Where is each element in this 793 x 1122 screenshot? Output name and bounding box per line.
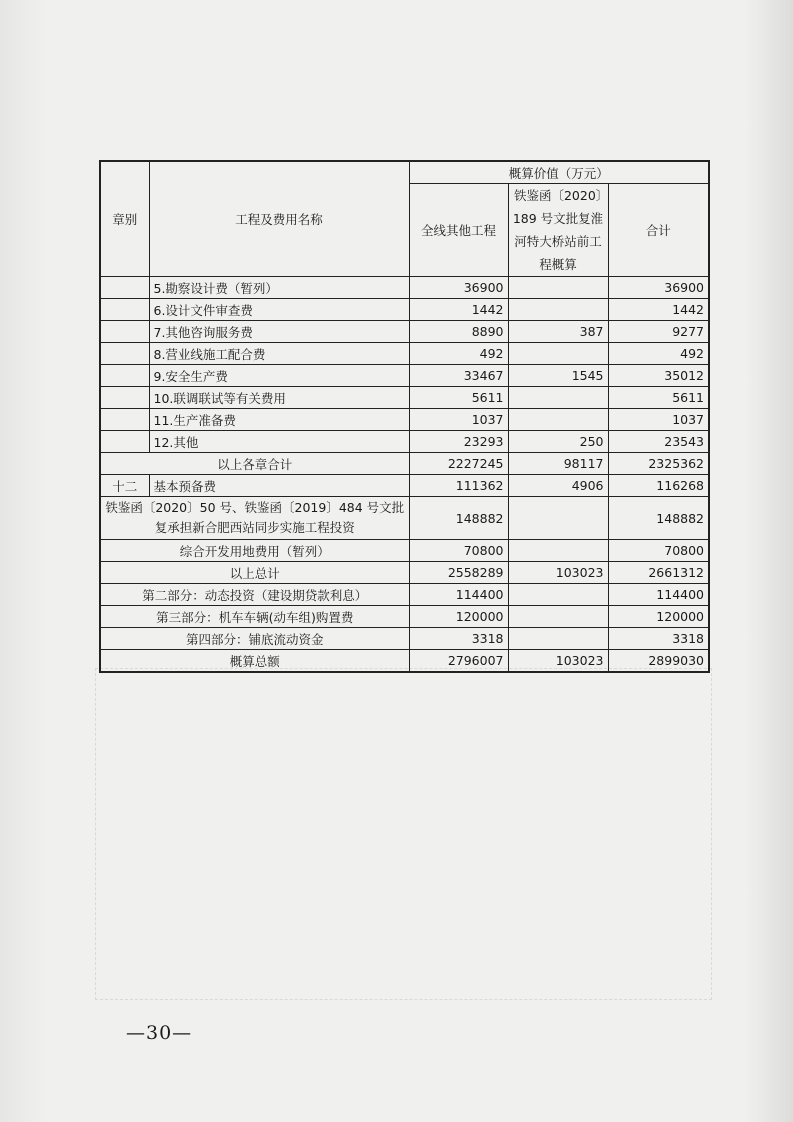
table-row — [100, 409, 709, 431]
row-value-other: 1037 — [409, 409, 508, 431]
row-value-huaihe — [508, 299, 608, 321]
table-row — [100, 365, 709, 387]
row-chapter — [100, 431, 149, 453]
header-col-huaihe: 铁鉴函〔2020〕189 号文批复淮河特大桥站前工程概算 — [508, 184, 608, 277]
grand-total-label: 概算总额 — [100, 650, 409, 673]
row-name: 8.营业线施工配合费 — [149, 343, 409, 365]
part3-label: 第三部分：机车车辆(动车组)购置费 — [100, 606, 409, 628]
header-value-group: 概算价值（万元） — [409, 161, 709, 184]
row-value-other: 36900 — [409, 277, 508, 299]
table-row — [100, 431, 709, 453]
grand-total-huaihe: 103023 — [508, 650, 608, 673]
land-label: 综合开发用地费用（暂列） — [100, 540, 409, 562]
row-value-total: 492 — [608, 343, 709, 365]
grand-total-total: 2899030 — [608, 650, 709, 673]
subtotal-chapters-total: 2325362 — [608, 453, 709, 475]
table-row — [100, 321, 709, 343]
land-total: 70800 — [608, 540, 709, 562]
total-label: 以上总计 — [100, 562, 409, 584]
hefei-huaihe — [508, 497, 608, 540]
row-value-huaihe — [508, 387, 608, 409]
reserve-total: 116268 — [608, 475, 709, 497]
row-chapter — [100, 409, 149, 431]
part2-huaihe — [508, 584, 608, 606]
row-value-total: 1037 — [608, 409, 709, 431]
row-value-other: 492 — [409, 343, 508, 365]
total-other: 2558289 — [409, 562, 508, 584]
row-chapter — [100, 387, 149, 409]
header-col-total: 合计 — [608, 184, 709, 277]
row-name: 9.安全生产费 — [149, 365, 409, 387]
row-value-other: 5611 — [409, 387, 508, 409]
row-chapter — [100, 299, 149, 321]
row-value-total: 9277 — [608, 321, 709, 343]
row-value-other: 8890 — [409, 321, 508, 343]
header-col-other: 全线其他工程 — [409, 184, 508, 277]
reserve-chapter: 十二 — [100, 475, 149, 497]
reserve-row — [100, 475, 709, 497]
subtotal-chapters-row — [100, 453, 709, 475]
reserve-name: 基本预备费 — [149, 475, 409, 497]
row-chapter — [100, 343, 149, 365]
page-number: —30— — [126, 1022, 193, 1044]
row-value-huaihe — [508, 409, 608, 431]
row-value-total: 1442 — [608, 299, 709, 321]
row-name: 5.勘察设计费（暂列） — [149, 277, 409, 299]
row-value-total: 23543 — [608, 431, 709, 453]
hefei-label: 铁鉴函〔2020〕50 号、铁鉴函〔2019〕484 号文批复承担新合肥西站同步实施工程投资 — [100, 497, 409, 540]
table-row — [100, 299, 709, 321]
row-value-total: 5611 — [608, 387, 709, 409]
row-chapter — [100, 321, 149, 343]
part3-row — [100, 606, 709, 628]
part4-total: 3318 — [608, 628, 709, 650]
table-row — [100, 277, 709, 299]
table-row — [100, 387, 709, 409]
row-chapter — [100, 277, 149, 299]
grand-total-other: 2796007 — [409, 650, 508, 673]
reserve-huaihe: 4906 — [508, 475, 608, 497]
row-name: 7.其他咨询服务费 — [149, 321, 409, 343]
table-row — [100, 343, 709, 365]
subtotal-chapters-huaihe: 98117 — [508, 453, 608, 475]
part4-huaihe — [508, 628, 608, 650]
hefei-row — [100, 497, 709, 540]
row-value-huaihe: 1545 — [508, 365, 608, 387]
row-value-huaihe: 250 — [508, 431, 608, 453]
total-huaihe: 103023 — [508, 562, 608, 584]
row-name: 12.其他 — [149, 431, 409, 453]
row-name: 10.联调联试等有关费用 — [149, 387, 409, 409]
part2-row — [100, 584, 709, 606]
part4-row — [100, 628, 709, 650]
budget-table — [99, 160, 710, 673]
part3-total: 120000 — [608, 606, 709, 628]
part2-other: 114400 — [409, 584, 508, 606]
header-chapter: 章别 — [100, 161, 149, 277]
row-chapter — [100, 365, 149, 387]
part3-other: 120000 — [409, 606, 508, 628]
row-value-huaihe — [508, 343, 608, 365]
subtotal-chapters-other: 2227245 — [409, 453, 508, 475]
reserve-other: 111362 — [409, 475, 508, 497]
part2-total: 114400 — [608, 584, 709, 606]
row-name: 11.生产准备费 — [149, 409, 409, 431]
land-row — [100, 540, 709, 562]
hefei-total: 148882 — [608, 497, 709, 540]
row-value-other: 23293 — [409, 431, 508, 453]
subtotal-chapters-label: 以上各章合计 — [100, 453, 409, 475]
row-name: 6.设计文件审查费 — [149, 299, 409, 321]
total-row — [100, 562, 709, 584]
row-value-other: 33467 — [409, 365, 508, 387]
part3-huaihe — [508, 606, 608, 628]
part4-other: 3318 — [409, 628, 508, 650]
header-name: 工程及费用名称 — [149, 161, 409, 277]
row-value-huaihe: 387 — [508, 321, 608, 343]
row-value-total: 35012 — [608, 365, 709, 387]
row-value-total: 36900 — [608, 277, 709, 299]
part4-label: 第四部分：铺底流动资金 — [100, 628, 409, 650]
bleed-through-table — [95, 668, 712, 1000]
land-huaihe — [508, 540, 608, 562]
land-other: 70800 — [409, 540, 508, 562]
row-value-huaihe — [508, 277, 608, 299]
total-total: 2661312 — [608, 562, 709, 584]
header-row-1 — [100, 161, 709, 184]
hefei-other: 148882 — [409, 497, 508, 540]
row-value-other: 1442 — [409, 299, 508, 321]
part2-label: 第二部分：动态投资（建设期贷款利息） — [100, 584, 409, 606]
grand-total-row — [100, 650, 709, 673]
